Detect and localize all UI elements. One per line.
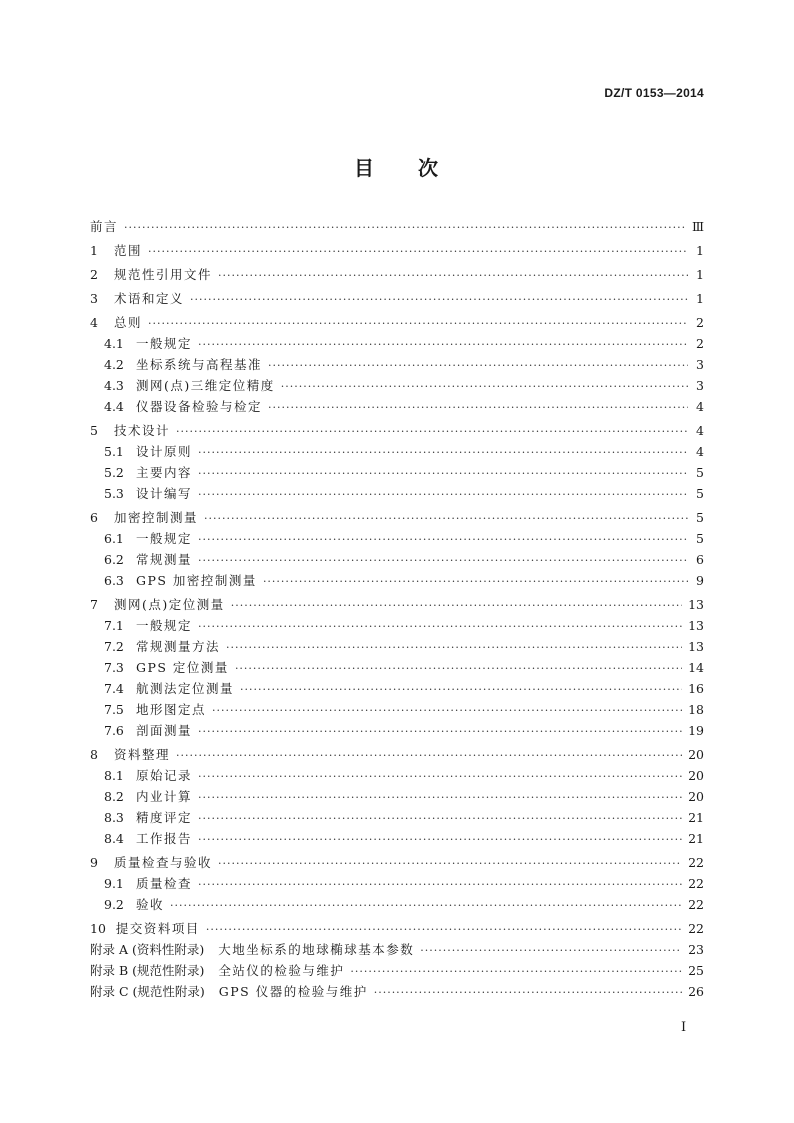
- toc-entry-label: 加密控制测量: [114, 510, 199, 525]
- dot-leader: [198, 529, 688, 550]
- toc-entry-label: 质量检查: [136, 876, 193, 891]
- toc-entry[interactable]: [90, 918, 704, 939]
- toc-entry-label: 测网(点)三维定位精度: [136, 378, 275, 393]
- dot-leader: [124, 217, 686, 238]
- toc-entry-label: 精度评定: [136, 810, 193, 825]
- toc-entry-label: 大地坐标系的地球椭球基本参数: [218, 942, 415, 957]
- toc-entry-label: 术语和定义: [114, 291, 185, 306]
- toc-entry[interactable]: [90, 507, 704, 528]
- toc-entry-label: 总则: [114, 315, 143, 330]
- toc-entry[interactable]: [90, 744, 704, 765]
- toc-subentry[interactable]: [90, 807, 704, 828]
- toc-entry-number: 8.3: [104, 810, 124, 825]
- toc-subentry[interactable]: [90, 873, 704, 894]
- toc-subentry[interactable]: [90, 483, 704, 504]
- dot-leader: [240, 679, 682, 700]
- toc-entry-number: 9: [90, 855, 98, 870]
- toc-entry-label: 设计编写: [136, 486, 193, 501]
- toc-entry[interactable]: [90, 264, 704, 285]
- toc-page-number: 23: [688, 942, 704, 957]
- dot-leader: [198, 616, 682, 637]
- toc-subentry[interactable]: [90, 570, 704, 591]
- toc-subentry[interactable]: [90, 333, 704, 354]
- dot-leader: [198, 766, 682, 787]
- toc-entry[interactable]: [90, 594, 704, 615]
- toc-page-number: 22: [688, 855, 704, 870]
- toc-entry-label: 主要内容: [136, 465, 193, 480]
- toc-entry-number: 7.1: [104, 618, 124, 633]
- dot-leader: [148, 241, 688, 262]
- toc-entry-number: 8: [90, 747, 98, 762]
- toc-entry-number: 4.2: [104, 357, 124, 372]
- toc-entry-label: 内业计算: [136, 789, 193, 804]
- toc-page-number: 16: [688, 681, 704, 696]
- toc-subentry[interactable]: [90, 354, 704, 375]
- toc-entry-number: 4.4: [104, 399, 124, 414]
- dot-leader: [198, 874, 682, 895]
- document-code: DZ/T 0153—2014: [604, 86, 704, 100]
- toc-page-number: 4: [696, 444, 704, 459]
- toc-page-number: 21: [688, 810, 704, 825]
- dot-leader: [198, 829, 682, 850]
- toc-subentry[interactable]: [90, 528, 704, 549]
- toc-subentry[interactable]: [90, 786, 704, 807]
- dot-leader: [212, 700, 682, 721]
- dot-leader: [198, 334, 688, 355]
- toc-entry[interactable]: [90, 312, 704, 333]
- dot-leader: [268, 355, 688, 376]
- page-folio: I: [681, 1020, 687, 1035]
- toc-subentry[interactable]: [90, 765, 704, 786]
- toc-page-number: 4: [696, 423, 704, 438]
- toc-subentry[interactable]: [90, 894, 704, 915]
- toc-page-number: 3: [696, 357, 704, 372]
- toc-page-number: 13: [688, 639, 704, 654]
- dot-leader: [218, 853, 682, 874]
- toc-entry-number: 9.1: [104, 876, 124, 891]
- toc-page-number: 4: [696, 399, 704, 414]
- title-char-left: 目: [354, 156, 376, 180]
- dot-leader: [176, 421, 688, 442]
- toc-entry-number: 8.4: [104, 831, 124, 846]
- toc-subentry[interactable]: [90, 720, 704, 741]
- toc-entry-label: 常规测量方法: [136, 639, 221, 654]
- toc-entry-number: 5.1: [104, 444, 124, 459]
- table-of-contents: [90, 216, 704, 1002]
- dot-leader: [198, 442, 688, 463]
- toc-entry-label: GPS 定位测量: [136, 660, 229, 675]
- toc-entry-label: 仪器设备检验与检定: [136, 399, 263, 414]
- toc-entry-label: 测网(点)定位测量: [114, 597, 225, 612]
- toc-entry[interactable]: [90, 216, 704, 237]
- toc-entry-label: 提交资料项目: [115, 921, 200, 936]
- toc-entry-label: 质量检查与验收: [114, 855, 213, 870]
- toc-page-number: 20: [688, 789, 704, 804]
- toc-page-number: 13: [688, 618, 704, 633]
- toc-entry-number: 6.3: [104, 573, 124, 588]
- toc-subentry[interactable]: [90, 441, 704, 462]
- toc-entry-label: 坐标系统与高程基准: [136, 357, 263, 372]
- dot-leader: [235, 658, 682, 679]
- toc-appendix-entry[interactable]: [90, 960, 704, 981]
- toc-subentry[interactable]: [90, 396, 704, 417]
- toc-page-number: 14: [688, 660, 704, 675]
- toc-entry-number: 7: [90, 597, 98, 612]
- toc-subentry[interactable]: [90, 699, 704, 720]
- toc-entry-number: 5.2: [104, 465, 124, 480]
- toc-entry-number: 2: [90, 267, 98, 282]
- toc-entry-label: GPS 仪器的检验与维护: [218, 984, 368, 999]
- toc-entry-number: 3: [90, 291, 98, 306]
- toc-entry-number: 附录 A (资料性附录): [90, 942, 205, 957]
- toc-page-number: 5: [696, 510, 704, 525]
- dot-leader: [198, 550, 688, 571]
- toc-subentry[interactable]: [90, 549, 704, 570]
- toc-entry-number: 1: [90, 243, 98, 258]
- toc-entry-number: 6.2: [104, 552, 124, 567]
- toc-entry-label: 常规测量: [136, 552, 193, 567]
- toc-entry-label: 规范性引用文件: [114, 267, 213, 282]
- toc-entry-label: 原始记录: [136, 768, 193, 783]
- toc-page-number: 13: [688, 597, 704, 612]
- toc-page-number: 5: [696, 486, 704, 501]
- toc-page-number: 25: [688, 963, 704, 978]
- toc-entry-label: 验收: [136, 897, 165, 912]
- toc-entry-label: 设计原则: [136, 444, 193, 459]
- dot-leader: [198, 808, 682, 829]
- toc-entry-number: 8.2: [104, 789, 124, 804]
- toc-page-number: 6: [696, 552, 704, 567]
- toc-page-number: 21: [688, 831, 704, 846]
- dot-leader: [190, 289, 688, 310]
- toc-entry-number: 4: [90, 315, 98, 330]
- toc-entry-label: 剖面测量: [136, 723, 193, 738]
- toc-entry-number: 附录 B (规范性附录): [90, 963, 205, 978]
- toc-entry[interactable]: [90, 420, 704, 441]
- toc-entry[interactable]: [90, 852, 704, 873]
- toc-entry-number: 5: [90, 423, 98, 438]
- toc-subentry[interactable]: [90, 615, 704, 636]
- toc-entry-label: 一般规定: [136, 618, 193, 633]
- title-char-right: 次: [418, 156, 440, 180]
- toc-entry-label: 技术设计: [114, 423, 171, 438]
- toc-page-number: 18: [688, 702, 704, 717]
- toc-entry-number: 4.1: [104, 336, 124, 351]
- toc-page-number: 22: [688, 921, 704, 936]
- dot-leader: [176, 745, 682, 766]
- toc-page-number: 22: [688, 876, 704, 891]
- toc-page-number: 20: [688, 768, 704, 783]
- toc-page-number: 19: [688, 723, 704, 738]
- toc-entry-number: 6.1: [104, 531, 124, 546]
- dot-leader: [204, 508, 688, 529]
- toc-subentry[interactable]: [90, 678, 704, 699]
- toc-entry-label: 工作报告: [136, 831, 193, 846]
- toc-entry-label: 范围: [114, 243, 143, 258]
- toc-page-number: 3: [696, 378, 704, 393]
- toc-entry-number: 10: [90, 921, 106, 936]
- toc-entry-number: 5.3: [104, 486, 124, 501]
- toc-page-number: 2: [696, 336, 704, 351]
- toc-entry-number: 6: [90, 510, 98, 525]
- dot-leader: [148, 313, 688, 334]
- toc-entry-number: 7.3: [104, 660, 124, 675]
- toc-entry-label: 航测法定位测量: [136, 681, 235, 696]
- dot-leader: [170, 895, 682, 916]
- toc-appendix-entry[interactable]: [90, 981, 704, 1002]
- toc-entry-label: 一般规定: [136, 336, 193, 351]
- toc-entry-number: 4.3: [104, 378, 124, 393]
- dot-leader: [281, 376, 688, 397]
- toc-entry-number: 7.4: [104, 681, 124, 696]
- dot-leader: [268, 397, 688, 418]
- dot-leader: [226, 637, 682, 658]
- toc-entry-label: 前言: [90, 219, 119, 234]
- dot-leader: [231, 595, 682, 616]
- dot-leader: [218, 265, 688, 286]
- page-title: [0, 152, 794, 181]
- toc-page-number: 1: [696, 291, 704, 306]
- toc-entry-label: GPS 加密控制测量: [136, 573, 257, 588]
- toc-subentry[interactable]: [90, 657, 704, 678]
- toc-page-number: 9: [696, 573, 704, 588]
- dot-leader: [198, 463, 688, 484]
- dot-leader: [263, 571, 688, 592]
- toc-entry[interactable]: [90, 288, 704, 309]
- toc-entry-number: 7.2: [104, 639, 124, 654]
- dot-leader: [198, 721, 682, 742]
- toc-page-number: 5: [696, 465, 704, 480]
- toc-entry-label: 全站仪的检验与维护: [218, 963, 345, 978]
- toc-entry-number: 9.2: [104, 897, 124, 912]
- toc-entry-number: 8.1: [104, 768, 124, 783]
- toc-entry[interactable]: [90, 240, 704, 261]
- toc-entry-label: 地形图定点: [136, 702, 207, 717]
- toc-page-number: 26: [688, 984, 704, 999]
- toc-page-number: Ⅲ: [691, 219, 704, 234]
- toc-page-number: 20: [688, 747, 704, 762]
- toc-subentry[interactable]: [90, 636, 704, 657]
- dot-leader: [350, 961, 682, 982]
- toc-page-number: 22: [688, 897, 704, 912]
- toc-page-number: 1: [696, 243, 704, 258]
- dot-leader: [206, 919, 682, 940]
- toc-appendix-entry[interactable]: [90, 939, 704, 960]
- toc-page-number: 1: [696, 267, 704, 282]
- dot-leader: [198, 787, 682, 808]
- toc-entry-number: 7.6: [104, 723, 124, 738]
- toc-subentry[interactable]: [90, 462, 704, 483]
- toc-entry-number: 附录 C (规范性附录): [90, 984, 205, 999]
- toc-entry-label: 一般规定: [136, 531, 193, 546]
- toc-entry-number: 7.5: [104, 702, 124, 717]
- dot-leader: [420, 940, 682, 961]
- dot-leader: [374, 982, 682, 1003]
- toc-entry-label: 资料整理: [114, 747, 171, 762]
- toc-page-number: 5: [696, 531, 704, 546]
- toc-subentry[interactable]: [90, 828, 704, 849]
- toc-subentry[interactable]: [90, 375, 704, 396]
- toc-page-number: 2: [696, 315, 704, 330]
- dot-leader: [198, 484, 688, 505]
